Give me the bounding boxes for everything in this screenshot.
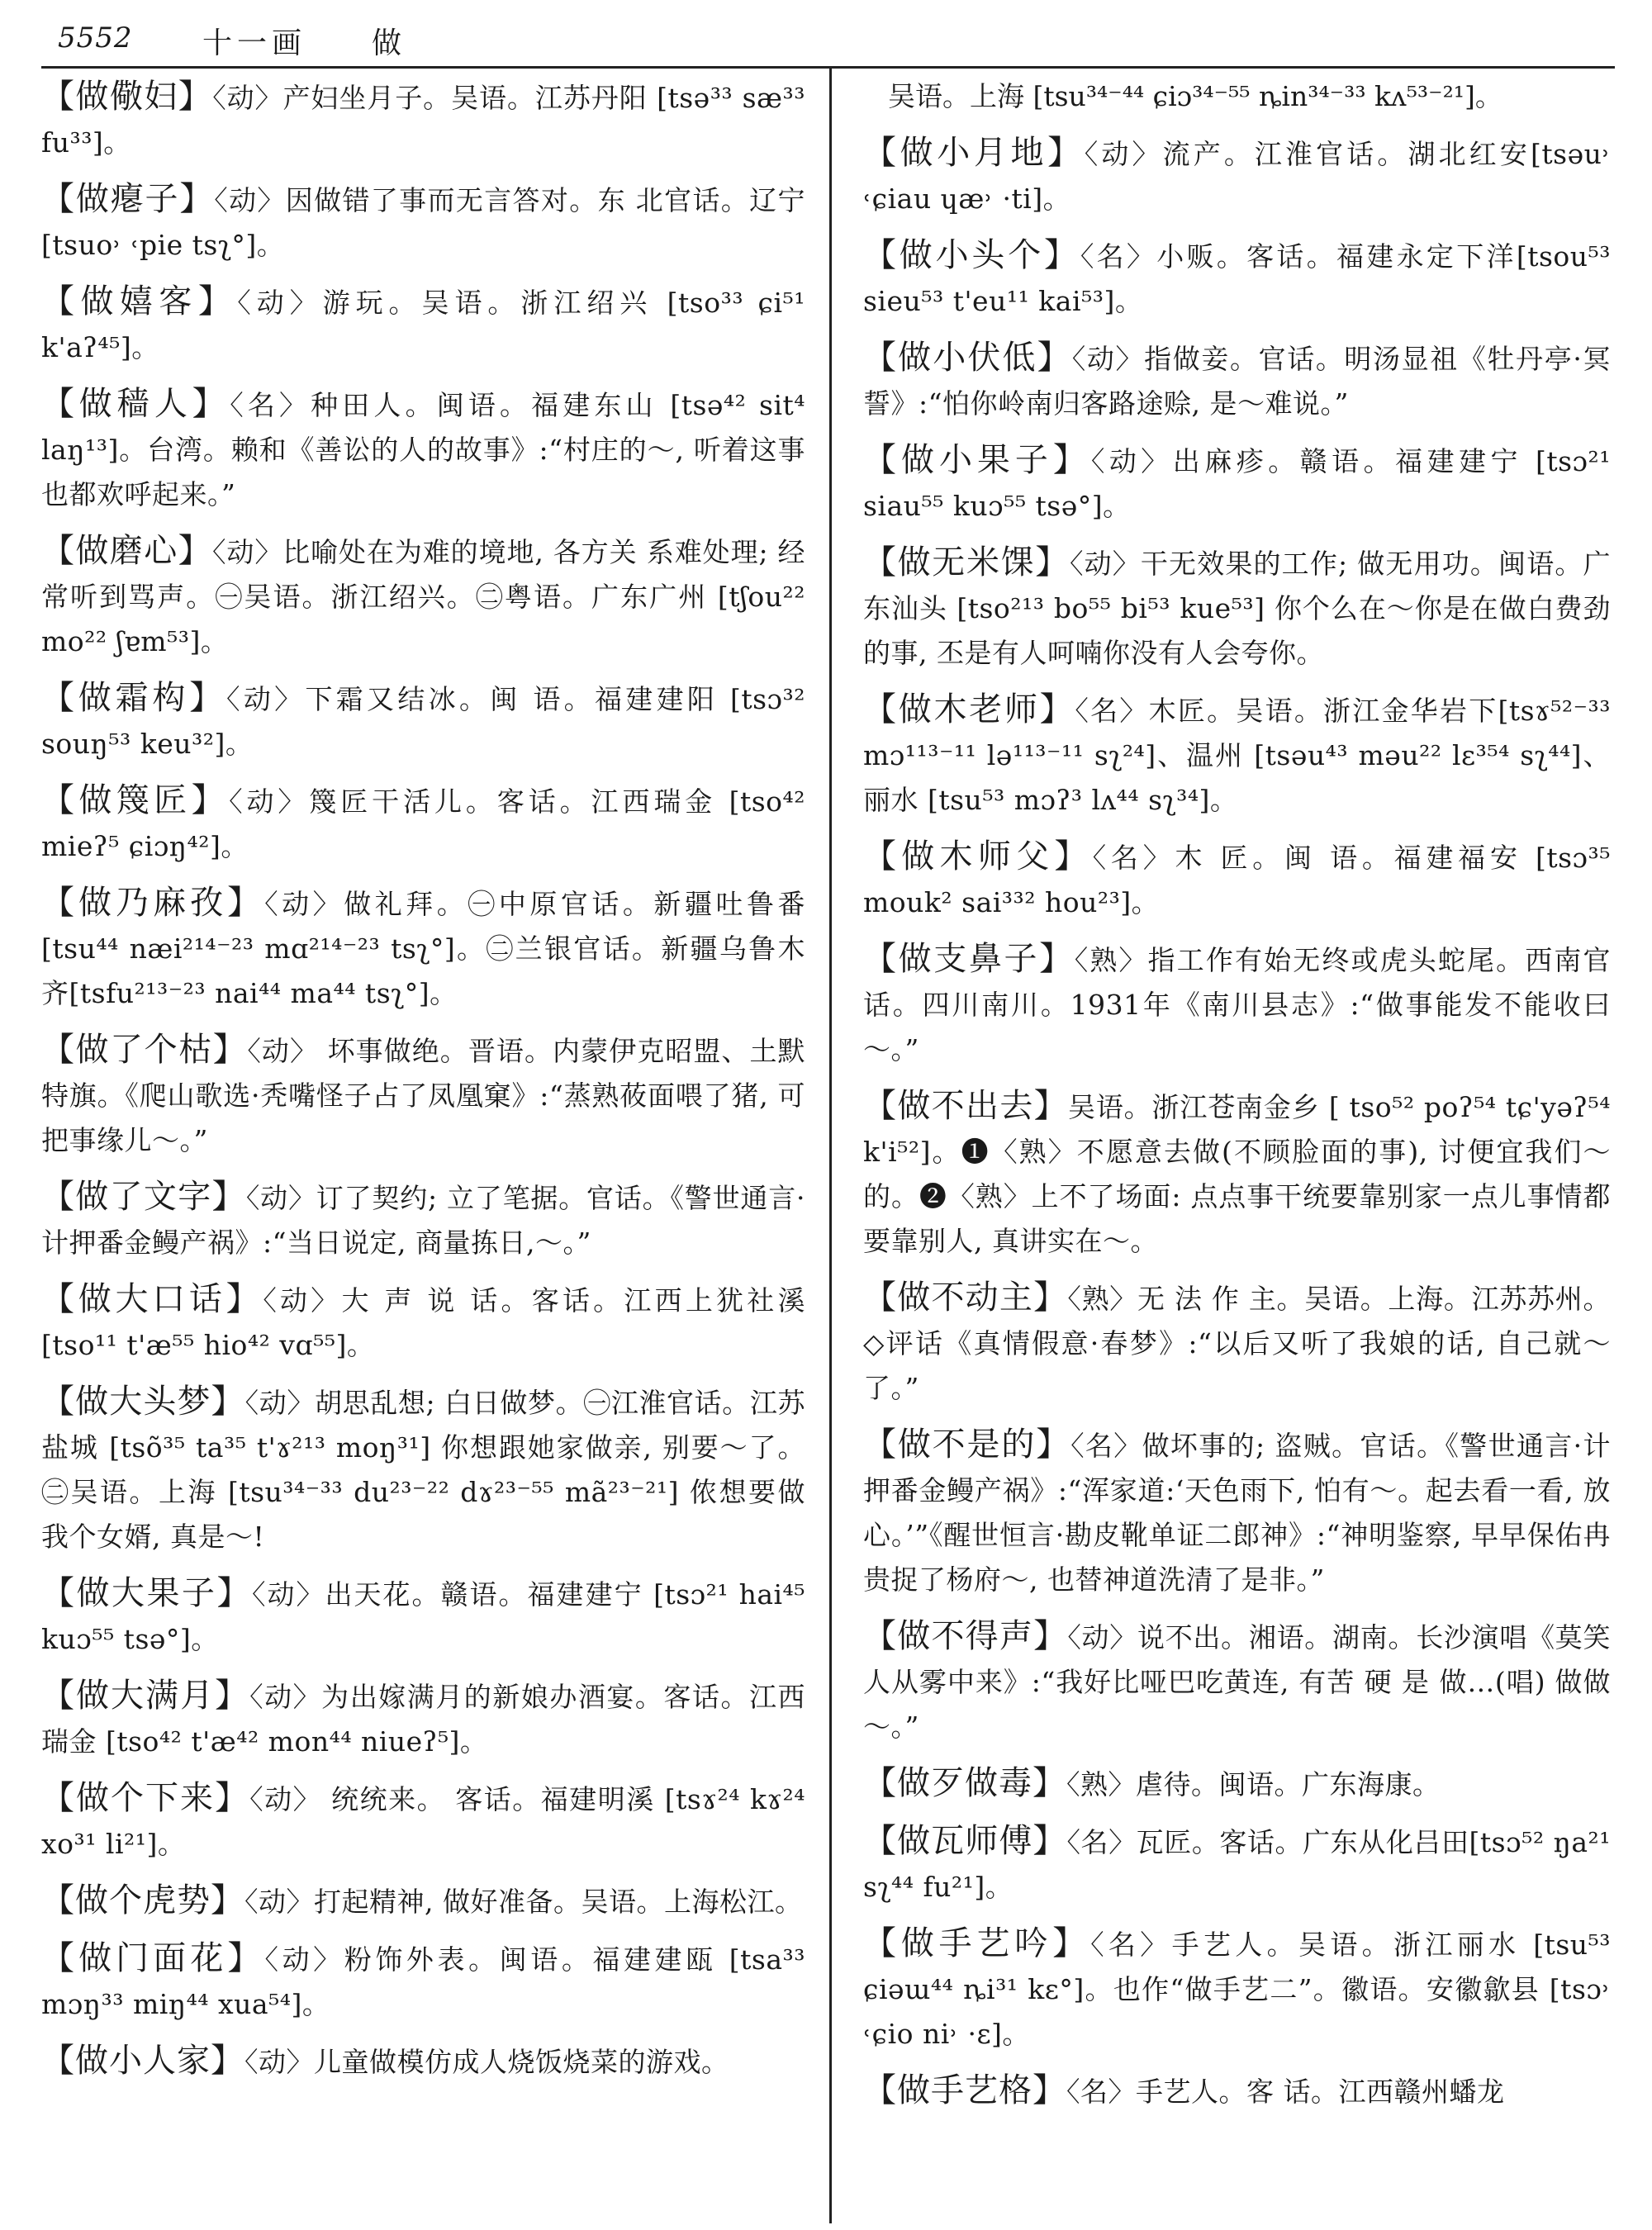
page-number: 5552 [58, 21, 133, 55]
entry-definition: 〈名〉做坏事的; 盗贼。官话。《警世通言·计押番金鳗产祸》:“浑家道:‘天色雨下, 怕有～。起去看一看, 放心。’”《醒世恒言·勘皮靴单证二郎神》:“神明鉴察, 早早保佑冉贵捉了杨府～, 也替神道洗清了是非。” [863, 1430, 1611, 1596]
entry-headword: 【做大满月】 [41, 1677, 250, 1715]
entry-definition: 吴语。浙江苍南金乡 [ tso⁵² poʔ⁵⁴ tɕ'yəʔ⁵⁴ k'i⁵²]。❶〈熟〉不愿意去做(不顾脸面的事), 讨便宜我们～的。❷〈熟〉上不了场面: 点点事干统要靠别家一点儿事情都要靠别人, 真讲实在～。 [863, 1091, 1612, 1257]
dictionary-entry [41, 1571, 805, 1662]
dictionary-entry [41, 1936, 805, 2027]
dictionary-entry [863, 1084, 1611, 1264]
entry-definition: 〈动〉为出嫁满月的新娘办酒宴。客话。江西瑞金 [tso⁴² t'æ⁴² mon⁴⁴ niueʔ⁵]。 [41, 1681, 806, 1758]
entry-definition: 〈动〉篾匠干活儿。客话。江西瑞金 [tso⁴² mieʔ⁵ ɕiɔŋ⁴²]。 [41, 785, 806, 862]
header-rule [41, 66, 1615, 69]
entry-definition: 〈动〉指做妾。官话。明汤显祖《牡丹亭·冥誓》:“怕你岭南归客路途赊, 是～难说。” [863, 343, 1612, 420]
entry-definition: 〈熟〉虐待。闽语。广东海康。 [1066, 1768, 1441, 1801]
dictionary-entry [863, 335, 1611, 426]
entry-definition: 〈名〉木 匠。闽 语。福建福安 [tsɔ³⁵ mouk² sai³³² hou²³]。 [863, 842, 1611, 918]
dictionary-entry [41, 880, 805, 1016]
entry-definition: 〈动〉出天花。赣语。福建建宁 [tsɔ²¹ hai⁴⁵ kuɔ⁵⁵ tsə°]。 [41, 1578, 806, 1655]
entry-headword: 【做乃麻孜】 [41, 884, 265, 922]
dictionary-entry [41, 279, 805, 370]
entry-definition: 〈名〉木匠。吴语。浙江金华岩下[tsɤ⁵²⁻³³ mɔ¹¹³⁻¹¹ lə¹¹³⁻¹¹ sʅ²⁴]、温州 [tsəu⁴³ məu²² lɛ³⁵⁴ sʅ⁴⁴]、丽水 [tsu⁵³ mɔʔ³ lʌ⁴⁴ sʅ³⁴]。 [863, 695, 1611, 816]
entry-definition: 〈名〉小贩。客话。福建永定下洋[tsou⁵³ sieu⁵³ t'eu¹¹ kai⁵³]。 [863, 240, 1611, 317]
entry-headword: 【做个下来】 [41, 1779, 250, 1817]
entry-headword: 【做儆妇】 [41, 78, 213, 116]
entry-definition: 〈熟〉无 法 作 主。吴语。上海。江苏苏州。◇评话《真情假意·春梦》:“以后又听了我娘的话, 自己就～了。” [863, 1283, 1611, 1404]
entry-definition: 〈动〉游玩。吴语。浙江绍兴 [tso³³ ɕi⁵¹ k'aʔ⁴⁵]。 [41, 287, 805, 363]
dictionary-entry [41, 778, 805, 869]
entry-definition: 〈动〉流产。江淮官话。湖北红安[tsəu˒ ˓ɕiau ɥæ˒ ·ti]。 [863, 138, 1611, 215]
entry-definition: 〈动〉订了契约; 立了笔据。官话。《警世通言·计押番金鳗产祸》:“当日说定, 商量拣日,～。” [41, 1182, 805, 1259]
entry-headword: 【做无米馃】 [863, 543, 1070, 581]
dictionary-entry [863, 540, 1611, 676]
entry-definition: 〈动〉比喻处在为难的境地, 各方关 系难处理; 经常听到骂声。㊀吴语。浙江绍兴。㊁粤语。广东广州 [tʃou²² mo²² ʃɐm⁵³]。 [41, 536, 806, 657]
dictionary-entry [863, 687, 1611, 823]
entry-headword: 【做歹做毒】 [863, 1764, 1066, 1802]
dictionary-entry [863, 937, 1611, 1072]
entry-headword: 【做瓦师傅】 [863, 1822, 1067, 1860]
dictionary-entry [41, 1776, 805, 1867]
dictionary-entry [41, 2038, 805, 2085]
dictionary-entry [41, 74, 805, 165]
entry-definition: 〈动〉 统统来。 客话。福建明溪 [tsɤ²⁴ kɤ²⁴ xo³¹ li²¹]。 [41, 1783, 806, 1860]
entry-headword: 【做小月地】 [863, 134, 1085, 172]
entry-headword: 【做瘪子】 [41, 180, 215, 218]
dictionary-entry [41, 1878, 805, 1924]
entry-definition: 〈动〉胡思乱想; 白日做梦。㊀江淮官话。江苏盐城 [tsõ³⁵ ta³⁵ t'ɤ²¹³ moŋ³¹] 你想跟她家做亲, 别要～了。㊁吴语。上海 [tsu³⁴⁻³³ du²³⁻²² dɤ²³⁻⁵⁵ mã²³⁻²¹] 侬想要做我个女婿, 真是～! [41, 1387, 806, 1553]
entry-headword: 【做嬉客】 [41, 282, 238, 320]
dictionary-entry [41, 382, 805, 517]
entry-definition: 〈名〉手艺人。客 话。江西赣州蟠龙 [1066, 2076, 1505, 2108]
entry-headword: 【做小头个】 [863, 236, 1080, 274]
entry-definition: 〈动〉打起精神, 做好准备。吴语。上海松江。 [244, 1886, 803, 1918]
entry-headword: 【做大果子】 [41, 1574, 253, 1612]
entry-headword: 【做霜构】 [41, 679, 227, 717]
entry-definition: 〈动〉做礼拜。㊀中原官话。新疆吐鲁番 [tsu⁴⁴ næi²¹⁴⁻²³ mɑ²¹⁴⁻²³ tsʅ°]。㊁兰银官话。新疆乌鲁木齐[tsfu²¹³⁻²³ nai⁴⁴ ma⁴⁴ tsʅ°]。 [41, 888, 806, 1009]
dictionary-entry [863, 1275, 1611, 1411]
entry-definition: 〈动〉 坏事做绝。晋语。内蒙伊克昭盟、土默特旗。《爬山歌选·秃嘴怪子占了凤凰窠》:“蒸熟莜面喂了猪, 可把事缘儿～。” [41, 1035, 806, 1156]
dictionary-entry [863, 1761, 1611, 1807]
entry-definition: 〈动〉产妇坐月子。吴语。江苏丹阳 [tsə³³ sæ³³ fu³³]。 [41, 82, 805, 159]
entry-headword: 【做小人家】 [41, 2042, 244, 2080]
entry-headword: 【做了个枯】 [41, 1031, 248, 1069]
entry-headword: 【做小伏低】 [863, 339, 1072, 377]
entry-definition: 〈动〉下霜又结冰。闽 语。福建建阳 [tsɔ³² souŋ⁵³ keu³²]。 [41, 683, 805, 760]
head-character: 做 [372, 26, 402, 60]
entry-headword: 【做手艺格】 [863, 2071, 1066, 2109]
entry-headword: 【做了文字】 [41, 1178, 246, 1216]
left-column [41, 74, 805, 2096]
dictionary-entry [41, 1379, 805, 1559]
entry-headword: 【做门面花】 [41, 1939, 265, 1977]
entry-headword: 【做不是的】 [863, 1426, 1071, 1464]
dictionary-entry [863, 1422, 1611, 1602]
entry-headword: 【做木老师】 [863, 690, 1075, 728]
entry-headword: 【做大口话】 [41, 1280, 263, 1318]
dictionary-entry [863, 834, 1611, 925]
entry-headword: 【做手艺吟】 [863, 1924, 1091, 1962]
dictionary-entry [863, 130, 1611, 221]
dictionary-entry [863, 438, 1611, 529]
entry-headword: 【做篾匠】 [41, 781, 230, 819]
continuation-text: 吴语。上海 [tsu³⁴⁻⁴⁴ ɕiɔ³⁴⁻⁵⁵ ȵin³⁴⁻³³ kʌ⁵³⁻²¹]。 [888, 80, 1502, 112]
dictionary-entry [41, 177, 805, 268]
entry-definition: 〈动〉因做错了事而无言答对。东 北官话。辽宁 [tsuo˒ ˓pie tsʅ°]。 [41, 184, 805, 261]
dictionary-entry [863, 2068, 1611, 2114]
section-label: 十一画 [202, 26, 307, 60]
entry-headword: 【做不得声】 [863, 1617, 1068, 1655]
entry-definition: 〈动〉出麻疹。赣语。福建建宁 [tsɔ²¹ siau⁵⁵ kuɔ⁵⁵ tsə°]。 [863, 445, 1611, 522]
dictionary-entry [41, 529, 805, 664]
entry-headword: 【做不出去】 [863, 1087, 1069, 1125]
entry-headword: 【做穑人】 [41, 385, 230, 423]
right-column [863, 74, 1611, 2126]
page-header [58, 15, 1611, 64]
dictionary-entry [863, 233, 1611, 324]
entry-headword: 【做木师父】 [863, 837, 1093, 875]
entry-definition: 〈动〉说不出。湘语。湖南。长沙演唱《莫笑人从雾中来》:“我好比哑巴吃黄连, 有苦 硬 是 做…(唱) 做做～。” [863, 1621, 1612, 1743]
entry-definition: 〈动〉儿童做模仿成人烧饭烧菜的游戏。 [244, 2046, 729, 2078]
entry-definition: 〈动〉干无效果的工作; 做无用功。闽语。广东汕头 [tso²¹³ bo⁵⁵ bi⁵³ kue⁵³] 你个么在～你是在做白费劲的事, 丕是有人呵喃你没有人会夸你。 [863, 548, 1612, 669]
dictionary-entry [863, 1614, 1611, 1749]
dictionary-entry [863, 1921, 1611, 2057]
entry-definition: 〈名〉种田人。闽语。福建东山 [tsə⁴² sit⁴ laŋ¹³]。台湾。赖和《善讼的人的故事》:“村庄的～, 听着这事也都欢呼起来。” [41, 389, 805, 510]
dictionary-entry [41, 1673, 805, 1764]
entry-definition: 〈名〉手艺人。吴语。浙江丽水 [tsu⁵³ ɕiəɯ⁴⁴ ȵi³¹ kɛ°]。也作“做手艺二”。徽语。安徽歙县 [tsɔ˒ ˓ɕio ni˒ ·ɛ]。 [863, 1929, 1611, 2050]
dictionary-entry [41, 1174, 805, 1265]
entry-definition: 〈熟〉指工作有始无终或虎头蛇尾。西南官话。四川南川。1931年《南川县志》:“做事能发不能收曰～。” [863, 944, 1611, 1065]
entry-headword: 【做小果子】 [863, 441, 1091, 479]
entry-headword: 【做大头梦】 [41, 1383, 245, 1421]
entry-definition: 〈动〉粉饰外表。闽语。福建建瓯 [tsa³³ mɔŋ³³ miŋ⁴⁴ xua⁵⁴]。 [41, 1943, 805, 2020]
dictionary-entry [41, 1027, 805, 1163]
entry-headword: 【做磨心】 [41, 532, 213, 570]
dictionary-entry [41, 676, 805, 766]
entry-headword: 【做不动主】 [863, 1279, 1068, 1317]
dictionary-entry [863, 1819, 1611, 1910]
entry-definition: 〈动〉大 声 说 话。客话。江西上犹社溪 [tso¹¹ t'æ⁵⁵ hio⁴² vɑ⁵⁵]。 [41, 1284, 805, 1361]
column-divider [829, 68, 832, 2223]
entry-headword: 【做个虎势】 [41, 1881, 244, 1919]
dictionary-entry [41, 1277, 805, 1368]
entry-headword: 【做支鼻子】 [863, 940, 1075, 978]
entry-definition: 〈名〉瓦匠。客话。广东从化吕田[tsɔ⁵² ŋa²¹ sʅ⁴⁴ fu²¹]。 [863, 1826, 1612, 1903]
